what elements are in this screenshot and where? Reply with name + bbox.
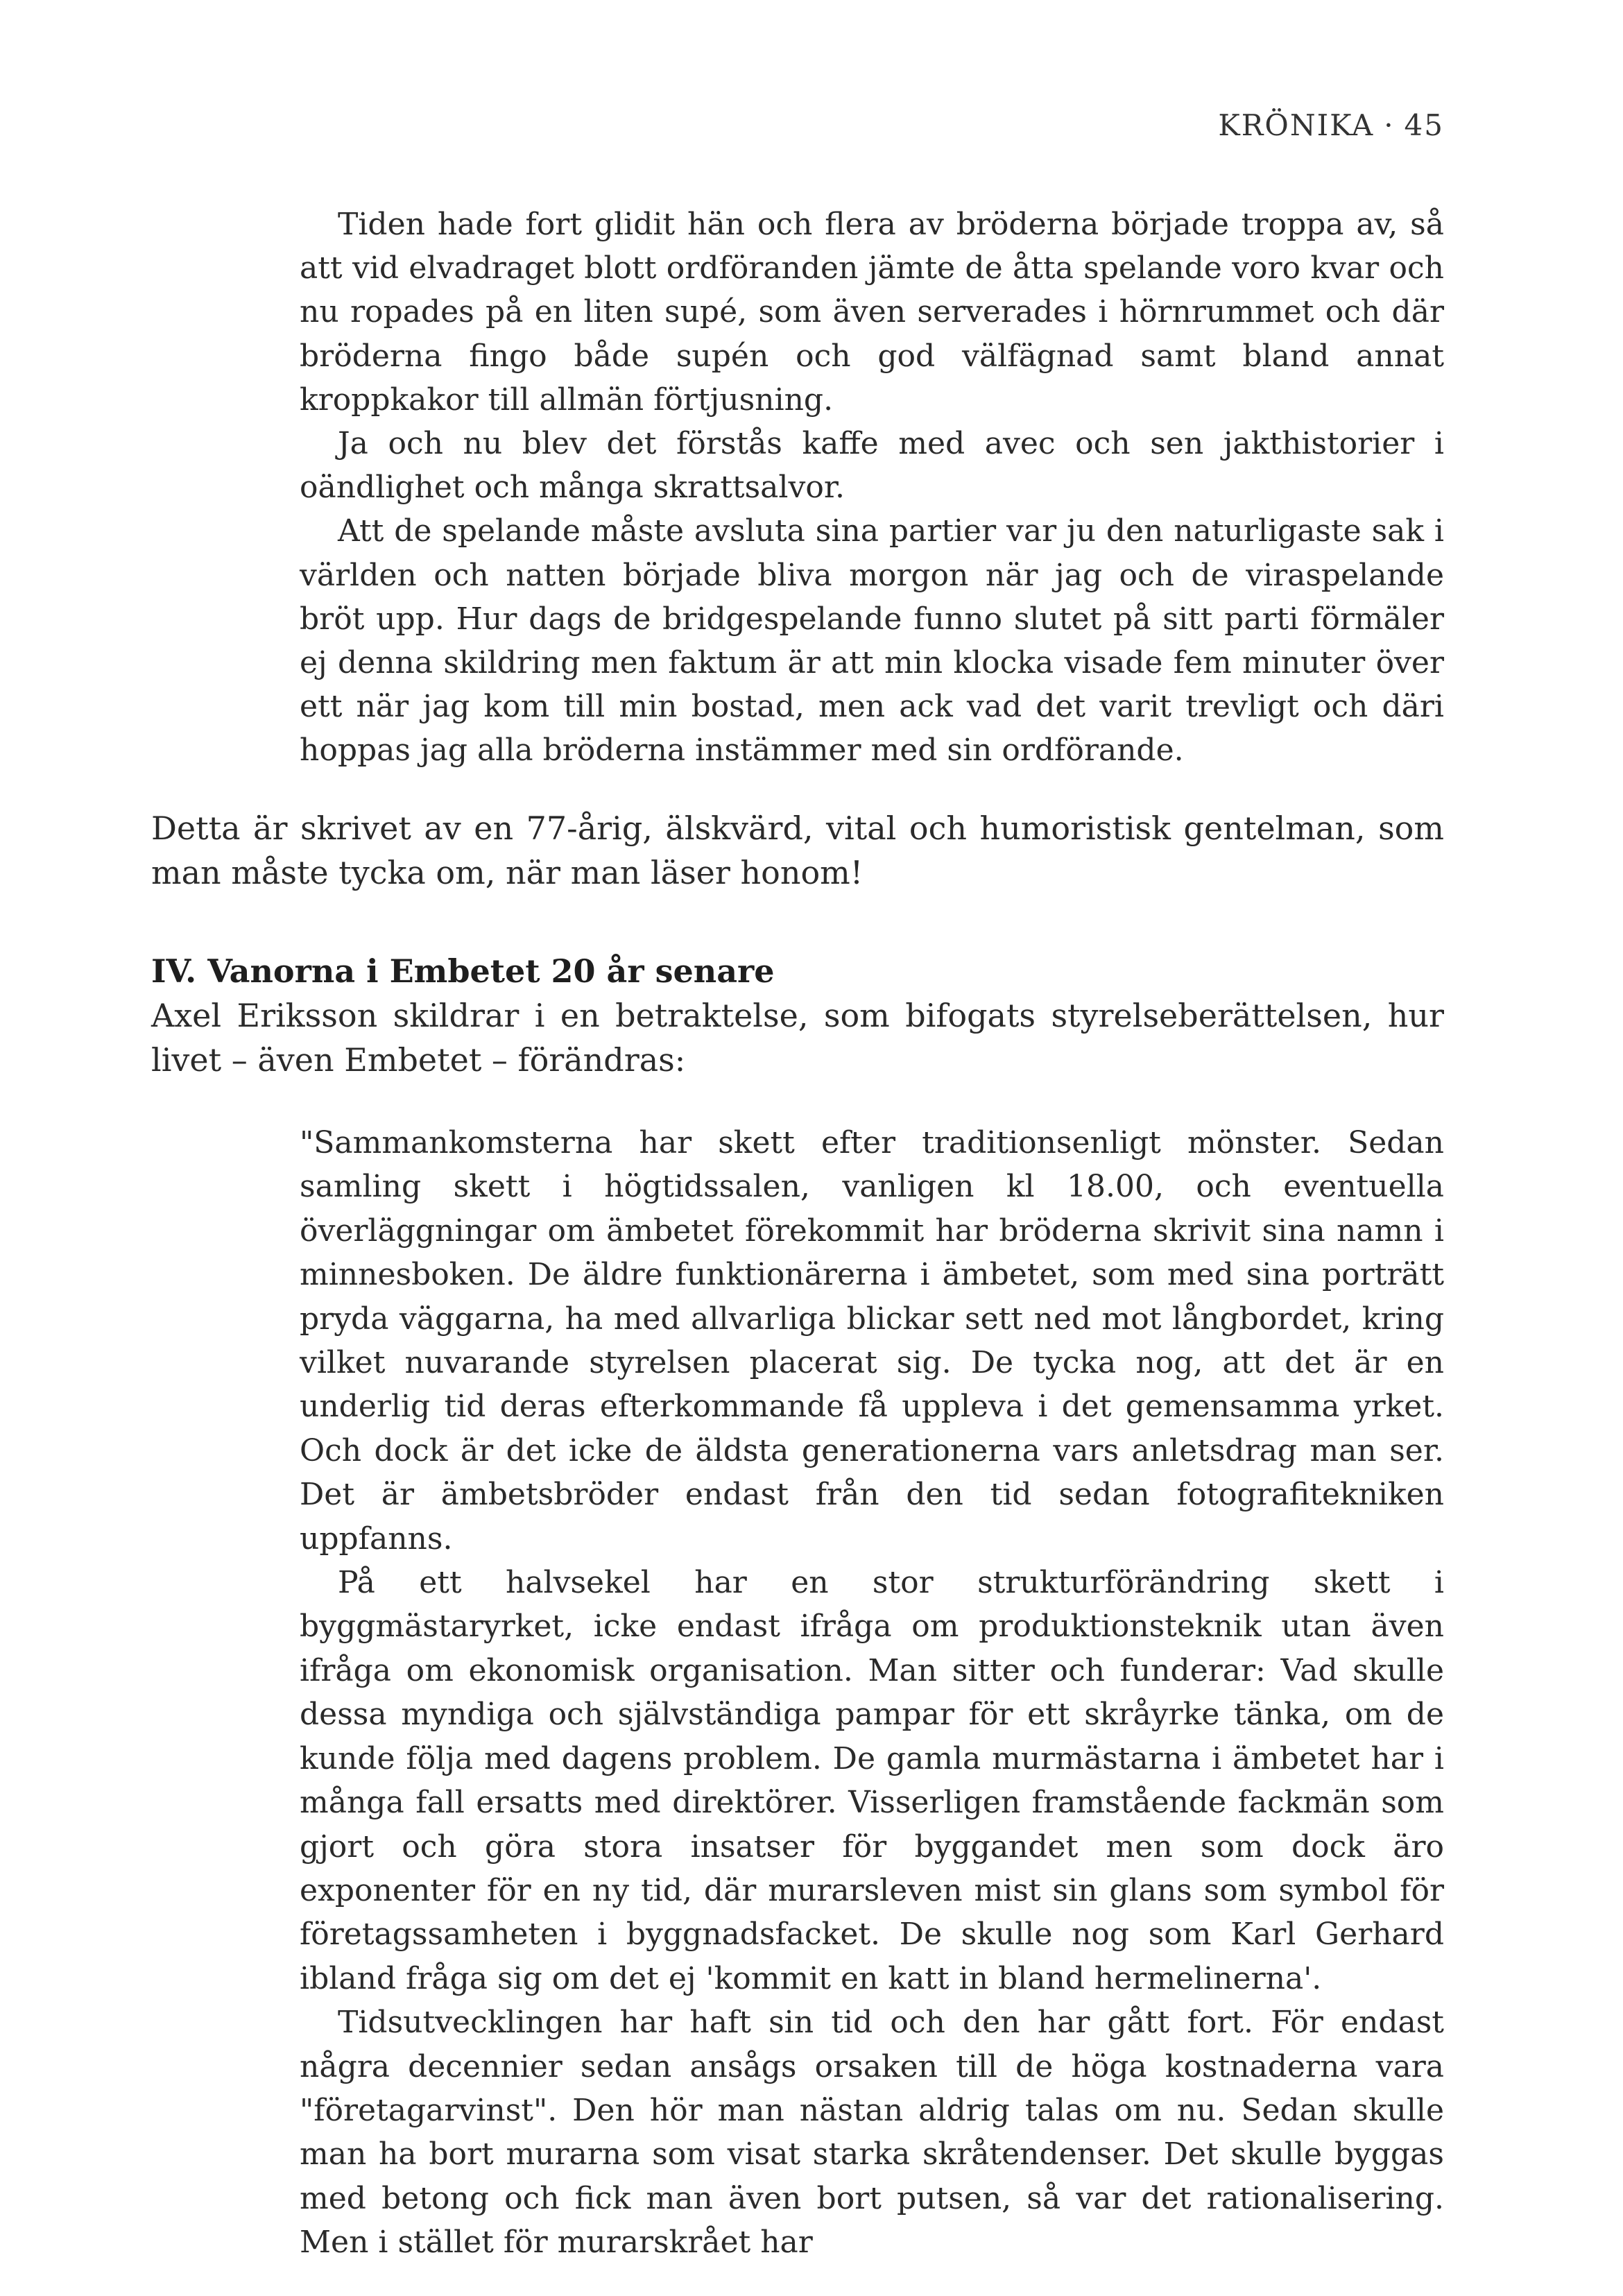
page-number: 45 bbox=[1404, 108, 1444, 142]
section-title: KRÖNIKA bbox=[1218, 108, 1375, 142]
header-separator: · bbox=[1384, 108, 1395, 142]
section-intro: Axel Eriksson skildrar i en betraktelse, som bifogats styrelseberättelsen, hur livet – även Embetet – förändras: bbox=[151, 997, 1444, 1079]
quote-paragraph: "Sammankomsterna har skett efter traditionsenligt mönster. Sedan samling skett i högtidssalen, vanligen kl 18.00, och eventuella överläggningar om ämbetet förekommit har bröderna skrivit sina namn i minnesboken. De äldre funktionärerna i ämbetet, som med sina porträtt pryda väggarna, ha med allvarliga blickar sett ned mot långbordet, kring vilket nuvarande styrelsen placerat sig. De tycka nog, att det är en underlig tid deras efterkommande få uppleva i det gemensamma yrket. Och dock är det icke de äldsta generationerna vars anletsdrag man ser. Det är ämbetsbröder endast från den tid sedan fotografitekniken uppfanns. bbox=[300, 1125, 1444, 1557]
commentary-paragraph bbox=[151, 806, 1444, 895]
quote-paragraph: Ja och nu blev det förstås kaffe med avec och sen jakthistorier i oändlighet och många skrattsalvor. bbox=[300, 426, 1444, 506]
commentary-text: Detta är skrivet av en 77-årig, älskvärd, vital och humoristisk gentelman, som man måste tycka om, när man läser honom! bbox=[151, 809, 1444, 891]
section-heading: IV. Vanorna i Embetet 20 år senare bbox=[151, 952, 775, 990]
section-iv bbox=[151, 949, 1444, 1082]
quote-paragraph: Tiden hade fort glidit hän och flera av bröderna började troppa av, så att vid elvadraget blott ordföranden jämte de åtta spelande voro kvar och nu ropades på en liten supé, som även serverades i hörnrummet och där bröderna fingo både supén och god välfägnad samt bland annat kroppkakor till allmän förtjusning. bbox=[300, 207, 1444, 418]
quote-paragraph: På ett halvsekel har en stor strukturförändring skett i byggmästaryrket, icke endast ifråga om produktionsteknik utan även ifråga om ekonomisk organisation. Man sitter och funderar: Vad skulle dessa myndiga och självständiga pampar för ett skråyrke tänka, om de kunde följa med dagens problem. De gamla murmästarna i ämbetet har i många fall ersatts med direktörer. Visserligen framstående fackmän som gjort och göra stora insatser för byggandet men som dock äro exponenter för en ny tid, där murarsleven mist sin glans som symbol för företagssamheten i byggnadsfacket. De skulle nog som Karl Gerhard ibland fråga sig om det ej 'kommit en katt in bland hermelinerna'. bbox=[300, 1565, 1444, 1996]
running-head bbox=[1218, 108, 1444, 142]
quote-block-reflection bbox=[300, 1121, 1444, 2265]
quote-block-outing bbox=[300, 203, 1444, 773]
quote-paragraph: Tidsutvecklingen har haft sin tid och den har gått fort. För endast några decennier sedan ansågs orsaken till de höga kostnaderna vara "företagarvinst". Den hör man nästan aldrig talas om nu. Sedan skulle man ha bort murarna som visat starka skråtendenser. Det skulle byggas med betong och fick man även bort putsen, så var det rationalisering. Men i stället för murarskrået har bbox=[300, 2005, 1444, 2261]
quote-paragraph: Att de spelande måste avsluta sina partier var ju den naturligaste sak i världen och natten började bliva morgon när jag och de viraspelande bröt upp. Hur dags de bridgespelande funno slutet på sitt parti förmäler ej denna skildring men faktum är att min klocka visade fem minuter över ett när jag kom till min bostad, men ack vad det varit trevligt och däri hoppas jag alla bröderna instämmer med sin ordförande. bbox=[300, 513, 1444, 769]
